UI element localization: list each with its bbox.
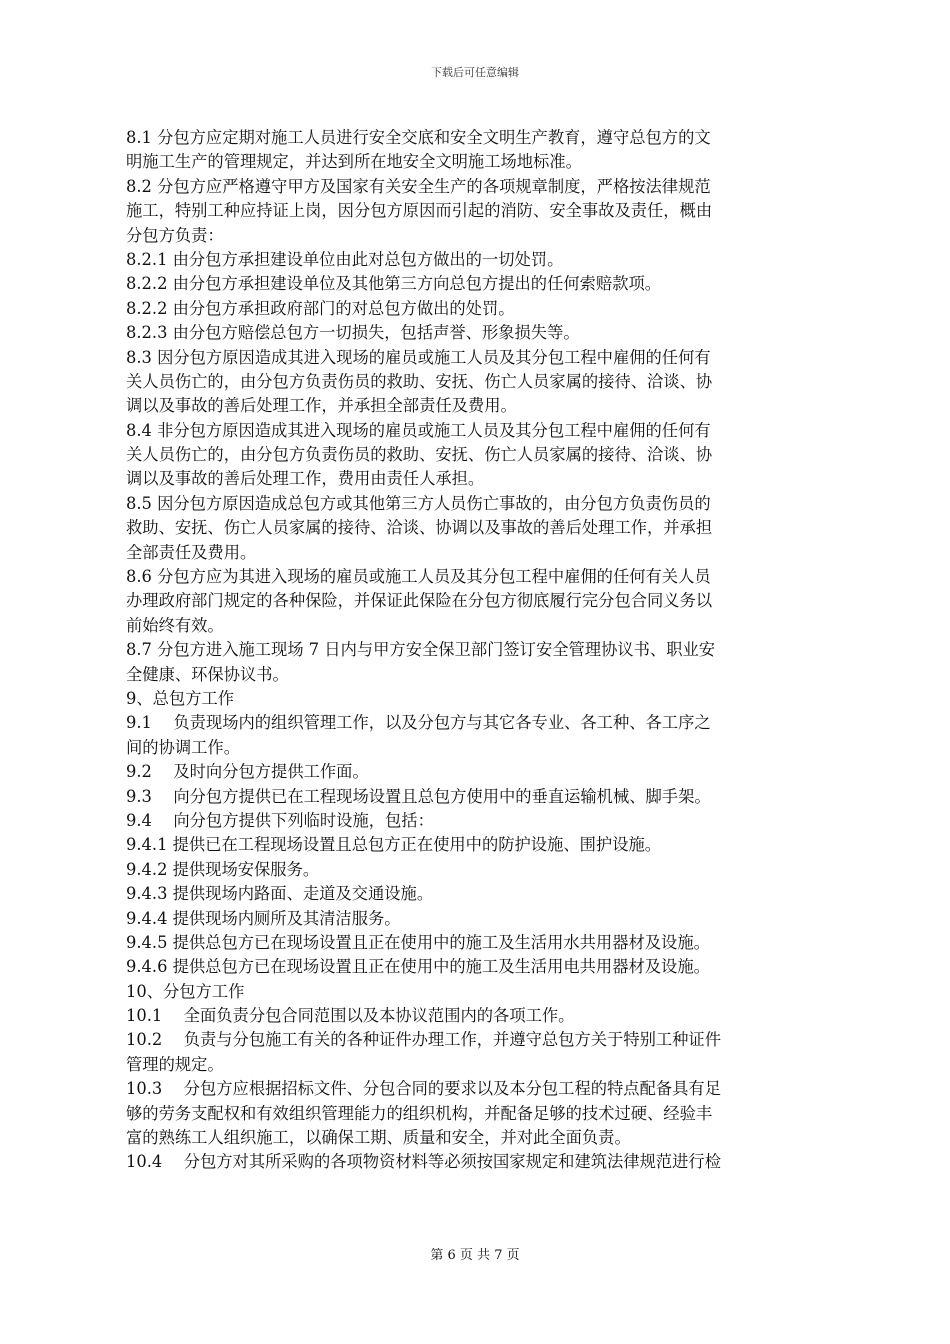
text-line: 9.1 负责现场内的组织管理工作，以及分包方与其它各专业、各工种、各工序之 xyxy=(126,713,711,733)
text-line: 明施工生产的管理规定，并达到所在地安全文明施工场地标准。 xyxy=(126,152,582,172)
text-line: 9.3 向分包方提供已在工程现场设置且总包方使用中的垂直运输机械、脚手架。 xyxy=(126,786,711,806)
text-line: 10.2 负责与分包施工有关的各种证件办理工作，并遵守总包方关于特别工种证件 xyxy=(126,1030,721,1050)
text-line: 8.2.3 由分包方赔偿总包方一切损失，包括声誉、形象损失等。 xyxy=(126,323,580,343)
text-line: 够的劳务支配权和有效组织管理能力的组织机构，并配备足够的技术过硬、经验丰 xyxy=(126,1103,713,1123)
text-line: 10、分包方工作 xyxy=(126,981,245,1001)
text-line: 10.4 分包方对其所采购的各项物资材料等必须按国家规定和建筑法律规范进行检 xyxy=(126,1152,721,1172)
text-line: 10.3 分包方应根据招标文件、分包合同的要求以及本分包工程的特点配备具有足 xyxy=(126,1079,721,1099)
text-line: 9.2 及时向分包方提供工作面。 xyxy=(126,762,369,782)
text-line: 间的协调工作。 xyxy=(126,737,240,757)
document-body xyxy=(126,126,826,1175)
text-line: 8.2.1 由分包方承担建设单位由此对总包方做出的一切处罚。 xyxy=(126,249,564,269)
text-line: 9.4.5 提供总包方已在现场设置且正在使用中的施工及生活用水共用器材及设施。 xyxy=(126,932,710,952)
text-line: 调以及事故的善后处理工作，费用由责任人承担。 xyxy=(126,469,485,489)
text-line: 前始终有效。 xyxy=(126,615,224,635)
text-line: 10.1 全面负责分包合同范围以及本协议范围内的各项工作。 xyxy=(126,1006,575,1026)
text-line: 9.4.3 提供现场内路面、走道及交通设施。 xyxy=(126,884,434,904)
text-line: 全健康、环保协议书。 xyxy=(126,664,289,684)
text-line: 全部责任及费用。 xyxy=(126,542,257,562)
text-line: 8.3 因分包方原因造成其进入现场的雇员或施工人员及其分包工程中雇佣的任何有 xyxy=(126,347,711,367)
text-line: 8.6 分包方应为其进入现场的雇员或施工人员及其分包工程中雇佣的任何有关人员 xyxy=(126,567,711,587)
page-footer: 第 6 页 共 7 页 xyxy=(430,1248,520,1263)
text-line: 施工，特别工种应持证上岗，因分包方原因而引起的消防、安全事故及责任，概由 xyxy=(126,201,713,221)
text-line: 分包方负责： xyxy=(126,225,224,245)
page-header: 下载后可任意编辑 xyxy=(431,66,519,79)
text-line: 9、总包方工作 xyxy=(126,688,235,708)
text-line: 8.2 分包方应严格遵守甲方及国家有关安全生产的各项规章制度，严格按法律规范 xyxy=(126,176,711,196)
text-line: 调以及事故的善后处理工作，并承担全部责任及费用。 xyxy=(126,396,517,416)
text-line: 9.4.4 提供现场内厕所及其清洁服务。 xyxy=(126,908,401,928)
text-line: 8.7 分包方进入施工现场 7 日内与甲方安全保卫部门签订安全管理协议书、职业安 xyxy=(126,640,716,660)
text-line: 关人员伤亡的，由分包方负责伤员的救助、安抚、伤亡人员家属的接待、洽谈、协 xyxy=(126,445,713,465)
text-line: 管理的规定。 xyxy=(126,1054,224,1074)
text-line: 8.1 分包方应定期对施工人员进行安全交底和安全文明生产教育，遵守总包方的文 xyxy=(126,128,711,147)
text-line: 9.4.6 提供总包方已在现场设置且正在使用中的施工及生活用电共用器材及设施。 xyxy=(126,957,710,977)
text-line: 富的熟练工人组织施工，以确保工期、质量和安全，并对此全面负责。 xyxy=(126,1128,631,1148)
text-line: 救助、安抚、伤亡人员家属的接待、洽谈、协调以及事故的善后处理工作，并承担 xyxy=(126,518,713,538)
text-line: 9.4.1 提供已在工程现场设置且总包方正在使用中的防护设施、围护设施。 xyxy=(126,835,662,855)
text-line: 9.4.2 提供现场安保服务。 xyxy=(126,859,320,879)
text-line: 办理政府部门规定的各种保险，并保证此保险在分包方彻底履行完分包合同义务以 xyxy=(126,591,713,611)
text-line: 9.4 向分包方提供下列临时设施，包括： xyxy=(126,810,434,830)
text-line: 8.5 因分包方原因造成总包方或其他第三方人员伤亡事故的，由分包方负责伤员的 xyxy=(126,493,711,513)
text-line: 关人员伤亡的，由分包方负责伤员的救助、安抚、伤亡人员家属的接待、洽谈、协 xyxy=(126,371,713,391)
text-line: 8.2.2 由分包方承担建设单位及其他第三方向总包方提出的任何索赔款项。 xyxy=(126,274,662,294)
text-line: 8.2.2 由分包方承担政府部门的对总包方做出的处罚。 xyxy=(126,298,515,318)
text-line: 8.4 非分包方原因造成其进入现场的雇员或施工人员及其分包工程中雇佣的任何有 xyxy=(126,420,711,440)
